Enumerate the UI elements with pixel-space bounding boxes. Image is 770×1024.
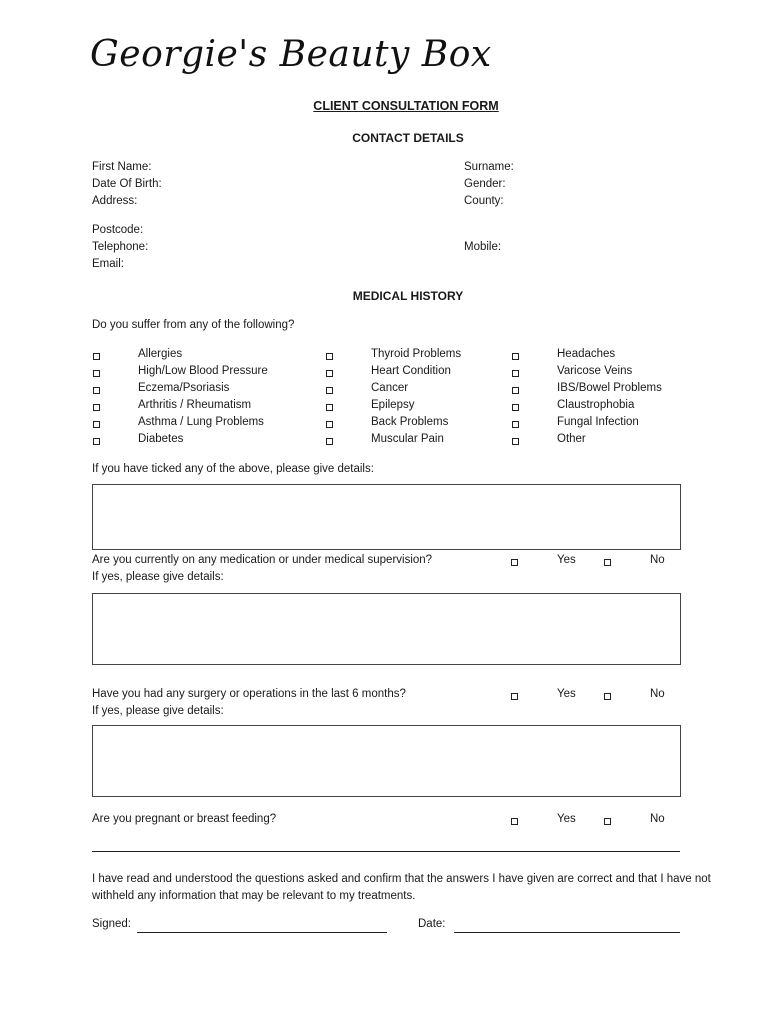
surname-label: Surname:	[464, 161, 514, 173]
condition-label: Diabetes	[138, 433, 184, 445]
conditions-details-box[interactable]	[92, 484, 681, 550]
medication-details-box[interactable]	[92, 593, 681, 665]
medication-question: Are you currently on any medication or under medical supervision?	[92, 554, 433, 566]
condition-checkbox[interactable]	[93, 370, 100, 377]
condition-checkbox[interactable]	[93, 353, 100, 360]
medication-no-label: No	[650, 554, 665, 566]
condition-checkbox[interactable]	[512, 438, 519, 445]
condition-checkbox[interactable]	[326, 387, 333, 394]
condition-checkbox[interactable]	[326, 438, 333, 445]
surgery-no-label: No	[650, 688, 665, 700]
condition-label: Cancer	[371, 382, 409, 394]
condition-checkbox[interactable]	[93, 404, 100, 411]
surgery-details-box[interactable]	[92, 725, 681, 797]
contact-heading: CONTACT DETAILS	[352, 131, 464, 145]
condition-label: Asthma / Lung Problems	[138, 416, 264, 428]
date-label: Date:	[418, 918, 446, 930]
condition-label: Heart Condition	[371, 365, 451, 377]
condition-checkbox[interactable]	[326, 353, 333, 360]
medication-yes-label: Yes	[557, 554, 576, 566]
condition-label: Eczema/Psoriasis	[138, 382, 230, 394]
postcode-label: Postcode:	[92, 224, 144, 236]
condition-checkbox[interactable]	[512, 404, 519, 411]
medication-details-label: If yes, please give details:	[92, 571, 224, 583]
surgery-yes-checkbox[interactable]	[511, 693, 518, 700]
surgery-details-label: If yes, please give details:	[92, 705, 224, 717]
date-line[interactable]	[454, 932, 680, 933]
condition-checkbox[interactable]	[512, 353, 519, 360]
medical-heading: MEDICAL HISTORY	[352, 289, 464, 303]
pregnant-no-checkbox[interactable]	[604, 818, 611, 825]
condition-checkbox[interactable]	[512, 421, 519, 428]
condition-checkbox[interactable]	[93, 387, 100, 394]
condition-checkbox[interactable]	[512, 387, 519, 394]
condition-label: Claustrophobia	[557, 399, 635, 411]
medication-yes-checkbox[interactable]	[511, 559, 518, 566]
condition-label: Muscular Pain	[371, 433, 444, 445]
condition-checkbox[interactable]	[326, 421, 333, 428]
mobile-label: Mobile:	[464, 241, 502, 253]
surgery-question: Have you had any surgery or operations in the last 6 months?	[92, 688, 406, 700]
brand-logo: Georgie's Beauty Box	[90, 34, 492, 75]
pregnant-question: Are you pregnant or breast feeding?	[92, 813, 277, 825]
condition-label: High/Low Blood Pressure	[138, 365, 268, 377]
condition-label: Allergies	[138, 348, 183, 360]
condition-checkbox[interactable]	[93, 438, 100, 445]
gender-label: Gender:	[464, 178, 506, 190]
surgery-yes-label: Yes	[557, 688, 576, 700]
declaration-text: I have read and understood the questions asked and confirm that the answers I have given are correct and that I have not withheld any information that may be relevant to my treatments.	[92, 873, 711, 902]
condition-label: Headaches	[557, 348, 616, 360]
email-label: Email:	[92, 258, 124, 270]
condition-checkbox[interactable]	[512, 370, 519, 377]
surgery-no-checkbox[interactable]	[604, 693, 611, 700]
condition-checkbox[interactable]	[93, 421, 100, 428]
telephone-label: Telephone:	[92, 241, 149, 253]
condition-checkbox[interactable]	[326, 404, 333, 411]
address-label: Address:	[92, 195, 138, 207]
county-label: County:	[464, 195, 504, 207]
first-name-label: First Name:	[92, 161, 152, 173]
separator-line	[92, 851, 680, 852]
pregnant-yes-checkbox[interactable]	[511, 818, 518, 825]
dob-label: Date Of Birth:	[92, 178, 162, 190]
condition-checkbox[interactable]	[326, 370, 333, 377]
medical-question: Do you suffer from any of the following?	[92, 319, 295, 331]
condition-label: IBS/Bowel Problems	[557, 382, 662, 394]
form-title: CLIENT CONSULTATION FORM	[313, 99, 499, 113]
medication-no-checkbox[interactable]	[604, 559, 611, 566]
condition-label: Varicose Veins	[557, 365, 633, 377]
condition-label: Thyroid Problems	[371, 348, 462, 360]
pregnant-no-label: No	[650, 813, 665, 825]
condition-label: Other	[557, 433, 586, 445]
condition-label: Epilepsy	[371, 399, 415, 411]
ticked-details-label: If you have ticked any of the above, please give details:	[92, 463, 374, 475]
pregnant-yes-label: Yes	[557, 813, 576, 825]
condition-label: Fungal Infection	[557, 416, 639, 428]
signed-label: Signed:	[92, 918, 132, 930]
condition-label: Arthritis / Rheumatism	[138, 399, 252, 411]
condition-label: Back Problems	[371, 416, 449, 428]
signature-line[interactable]	[137, 932, 387, 933]
